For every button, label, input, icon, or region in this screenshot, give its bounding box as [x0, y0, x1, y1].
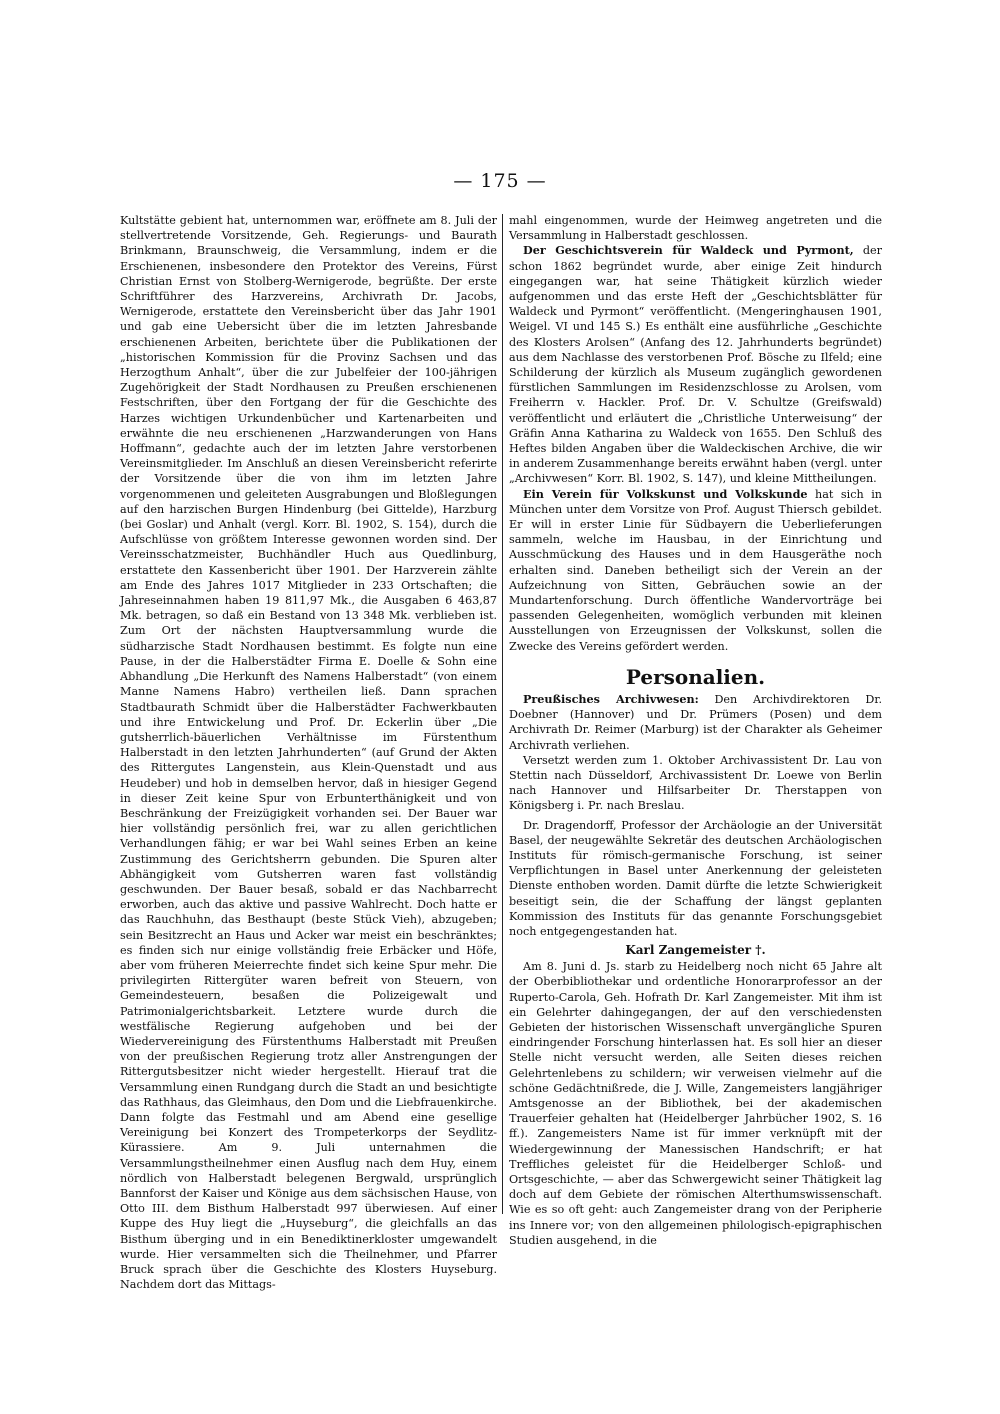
inline-heading-archivwesen: Preußisches Archivwesen:: [523, 691, 699, 706]
paragraph-obituary: Am 8. Juni d. Js. starb zu Heidelberg noch nicht 65 Jahre alt der Oberbibliothekar und ordentliche Honorarprofessor an der Ruperto-Carola, Geh. Hofrath Dr. Karl Zangemeister. Mit ihm ist ein Gelehrter dahingegangen, der auf den verschiedensten Gebieten der historischen Wissenschaft unvergängliche Spuren eindringender Forschung hinterlassen hat. Es soll hier an dieser Stelle nicht versucht werden, alle Seiten dieses reichen Gelehrtenlebens zu schildern; wir verweisen vielmehr auf die schöne Gedächtnißrede, die J. Wille, Zangemeisters langjähriger Amtsgenosse an der Bibliothek, bei der akademischen Trauerfeier gehalten hat (Heidelberger Jahrbücher 1902, S. 16 ff.). Zangemeisters Name ist für immer verknüpft mit der Wiedergewinnung der Manessischen Handschrift; er hat Treffliches geleistet für die Heidelberger Schloß- und Ortsgeschichte, — aber das Schwergewicht seiner Thätigkeit lag doch auf dem Gebiete der römischen Alterthumswissenschaft. Wie es so oft geht: auch Zangemeister drang von der Peripherie ins Innere vor; von den allgemeinen philologisch-epigraphischen Studien ausgehend, in die: [509, 960, 882, 1247]
left-column: [120, 213, 497, 1292]
paragraph-waldeck-pyrmont: [509, 243, 882, 486]
paragraph-text-waldeck: der schon 1862 begründet wurde, aber einige Zeit hindurch eingegangen war, hat seine Thätigkeit kürzlich wieder aufgenommen und das erste Heft der „Geschichtsblätter für Waldeck und Pyrmont“ veröffentlicht. (Mengeringhausen 1901, Weigel. VI und 145 S.) Es enthält eine ausführliche „Geschichte des Klosters Arolsen“ (Anfang des 12. Jahrhunderts begründet) aus dem Nachlasse des verstorbenen Prof. Bösche zu Ilfeld; eine Schilderung der kürzlich als Museum zugänglich gewordenen fürstlichen Sammlungen im Residenzschlosse zu Arolsen, vom Freiherrn v. Hackler. Prof. Dr. V. Schultze (Greifswald) veröffentlicht und erläutert die „Christliche Unterweisung“ der Gräfin Anna Katharina zu Waldeck von 1655. Den Schluß des Heftes bilden Angaben über die Waldeckischen Archive, die wir in anderem Zusammenhange bereits erwähnt haben (vergl. unter „Archivwesen“ Korr. Bl. 1902, S. 147), und kleine Mittheilungen.: [509, 244, 883, 486]
report-paragraph-harzverein: Kultstätte gebient hat, unternommen war, eröffnete am 8. Juli der stellvertretende Vorsitzende, Geh. Regierungs- und Baurath Brinkmann, Braunschweig, die Versammlung, indem er die Erschienenen, insbesondere den Protektor des Vereins, Fürst Christian Ernst von Stolberg-Wernigerode, begrüßte. Der erste Schriftführer des Harzvereins, Archivrath Dr. Jacobs, Wernigerode, erstattete den Vereinsbericht über das Jahr 1901 und gab eine Uebersicht über die im letzten Jahresbande erschienenen Arbeiten, berichtete über die Publikationen der „historischen Kommission für die Provinz Sachsen und das Herzogthum Anhalt“, über die zur Jubelfeier der 100-jährigen Zugehörigkeit der Stadt Nordhausen zu Preußen erschienenen Festschriften, über den Fortgang der für die Geschichte des Harzes wichtigen Urkundenbücher und Kartenarbeiten und erwähnte die neu erschienenen „Harzwanderungen von Hans Hoffmann“, gedachte auch der im letzten Jahre verstorbenen Vereinsmitglieder. Im Anschluß an diesen Vereinsbericht referirte der Vorsitzende über die von ihm im letzten Jahre vorgenommenen und geleiteten Ausgrabungen und Bloßlegungen auf den harzischen Burgen Hindenburg (bei Gittelde), Harzburg (bei Goslar) und Anhalt (vergl. Korr. Bl. 1902, S. 154), durch die Aufschlüsse von größtem Interesse gewonnen worden sind. Der Vereinsschatzmeister, Buchhändler Huch aus Quedlinburg, erstattete den Kassenbericht über 1901. Der Harzverein zählte am Ende des Jahres 1017 Mitglieder in 233 Ortschaften; die Jahreseinnahmen haben 19 811,97 Mk., die Ausgaben 6 463,87 Mk. betragen, so daß ein Bestand von 13 348 Mk. verblieben ist. Zum Ort der nächsten Hauptversammlung wurde die südharzische Stadt Nordhausen bestimmt. Es folgte nun eine Pause, in der die Halberstädter Firma E. Doelle & Sohn eine Abhandlung „Die Herkunft des Namens Halberstadt“ (von einem Manne Namens Habro) vertheilen ließ. Dann sprachen Stadtbaurath Schmidt über die Halberstädter Fachwerkbauten und ihre Entwickelung und Prof. Dr. Eckerlin über „Die gutsherrlich-bäuerlichen Verhältnisse im Fürstenthum Halberstadt in den letzten Jahrhunderten“ (auf Grund der Akten des Rittergutes Langenstein, aus Klein-Quenstadt und aus Heudeber) und hob in demselben hervor, daß in hiesiger Gegend in dieser Zeit keine Spur von Erbunterthänigkeit und von Beschränkung der Freizügigkeit vorhanden sei. Der Bauer war hier vollständig persönlich frei, war zu allen gerichtlichen Verhandlungen fähig; er war bei Wahl seines Erben an keine Zustimmung des Gerichtsherrn gebunden. Die Spuren alter Abhängigkeit vom Gutsherren waren fast vollständig geschwunden. Der Bauer besaß, sobald er das Nachbarrecht erworben, auch das aktive und passive Wahlrecht. Doch hatte er das Rauchhuhn, das Besthaupt (beste Stück Vieh), abzugeben; sein Besitzrecht an Haus und Acker war meist ein beschränktes; es finden sich nur einige vollständig freie Erbäcker und Höfe, aber vom früheren Meierrechte findet sich keine Spur mehr. Die privilegirten Rittergüter waren befreit von Steuern, von Gemeindesteuern, besaßen die Polizeigewalt und Patrimonialgerichtsbarkeit. Letztere wurde durch die westfälische Regierung aufgehoben und bei der Wiedervereinigung des Fürstenthums Halberstadt mit Preußen von der preußischen Regierung trotz aller Anstrengungen der Rittergutsbesitzer nicht wieder hergestellt. Hierauf trat die Versammlung einen Rundgang durch die Stadt an und besichtigte das Rathhaus, das Gleimhaus, den Dom und die Liebfrauenkirche. Dann folgte das Festmahl und am Abend eine gesellige Vereinigung bei Konzert des Trompeterkorps der Seydlitz-Kürassiere. Am 9. Juli unternahmen die Versammlungstheilnehmer einen Ausflug nach dem Huy, einem nördlich von Halberstadt belegenen Bergwald, ursprünglich Bannforst der Kaiser und Könige aus dem sächsischen Hause, von Otto III. dem Bisthum Halberstadt 997 überwiesen. Auf einer Kuppe des Huy liegt die „Huyseburg“, die gleichfalls an das Bisthum überging und in ein Benediktinerkloster umgewandelt wurde. Hier versammelten sich die Theilnehmer, und Pfarrer Bruck sprach über die Geschichte des Klosters Huyseburg. Nachdem dort das Mittags-: [120, 214, 497, 1292]
obituary-heading: Karl Zangemeister †.: [625, 943, 766, 958]
report-paragraph-continuation: mahl eingenommen, wurde der Heimweg angetreten und die Versammlung in Halberstadt geschlossen.: [509, 214, 882, 243]
section-title-personalien: Personalien.: [625, 664, 766, 689]
inline-heading-waldeck: Der Geschichtsverein für Waldeck und Pyrmont,: [523, 243, 854, 258]
paragraph-versetzungen: Versetzt werden zum 1. Oktober Archivassistent Dr. Lau von Stettin nach Düsseldorf, Archivassistent Dr. Loewe von Berlin nach Hannover und Hilfsarbeiter Dr. Therstappen von Königsberg i. Pr. nach Breslau.: [509, 753, 882, 813]
right-column: [509, 213, 882, 1248]
paragraph-dragendorff: Dr. Dragendorff, Professor der Archäologie an der Universität Basel, der neugewählte Sekretär des deutschen Archäologischen Instituts für römisch-germanische Forschung, ist seiner Verpflichtungen in Basel unter Anerkennung der geleisteten Dienste enthoben worden. Damit dürfte die letzte Schwierigkeit beseitigt sein, die der Schaffung der längst geplanten Kommission des Instituts für das genannte Forschungsgebiet noch entgegengestanden hat.: [509, 818, 882, 938]
inline-heading-volkskunst: Ein Verein für Volkskunst und Volkskunde: [523, 486, 808, 501]
page-number: — 175 —: [453, 170, 547, 192]
paragraph-text-volkskunst: hat sich in München unter dem Vorsitze von Prof. August Thiersch gebildet. Er will in erster Linie für Südbayern die Ueberlieferungen sammeln, welche im Hausbau, in der Einrichtung und Ausschmückung des Hauses und in dem Hausgeräthe noch erhalten sind. Daneben betheiligt sich der Verein an der Aufzeichnung von Sitten, Gebräuchen sowie an der Mundartenforschung. Durch öffentliche Wandervorträge bei passenden Gelegenheiten, womöglich verbunden mit kleinen Ausstellungen von Erzeugnissen der Volkskunst, sollen die Zwecke des Vereins gefördert werden.: [509, 487, 882, 653]
paragraph-volkskunst: [509, 487, 882, 654]
paragraph-text-archivwesen: Den Archivdirektoren Dr. Doebner (Hannover) und Dr. Prümers (Posen) und dem Archivrath Dr. Reimer (Marburg) ist der Charakter als Geheimer Archivrath verliehen.: [509, 692, 882, 752]
column-divider: [502, 214, 503, 1214]
paragraph-archivwesen: [509, 692, 882, 753]
